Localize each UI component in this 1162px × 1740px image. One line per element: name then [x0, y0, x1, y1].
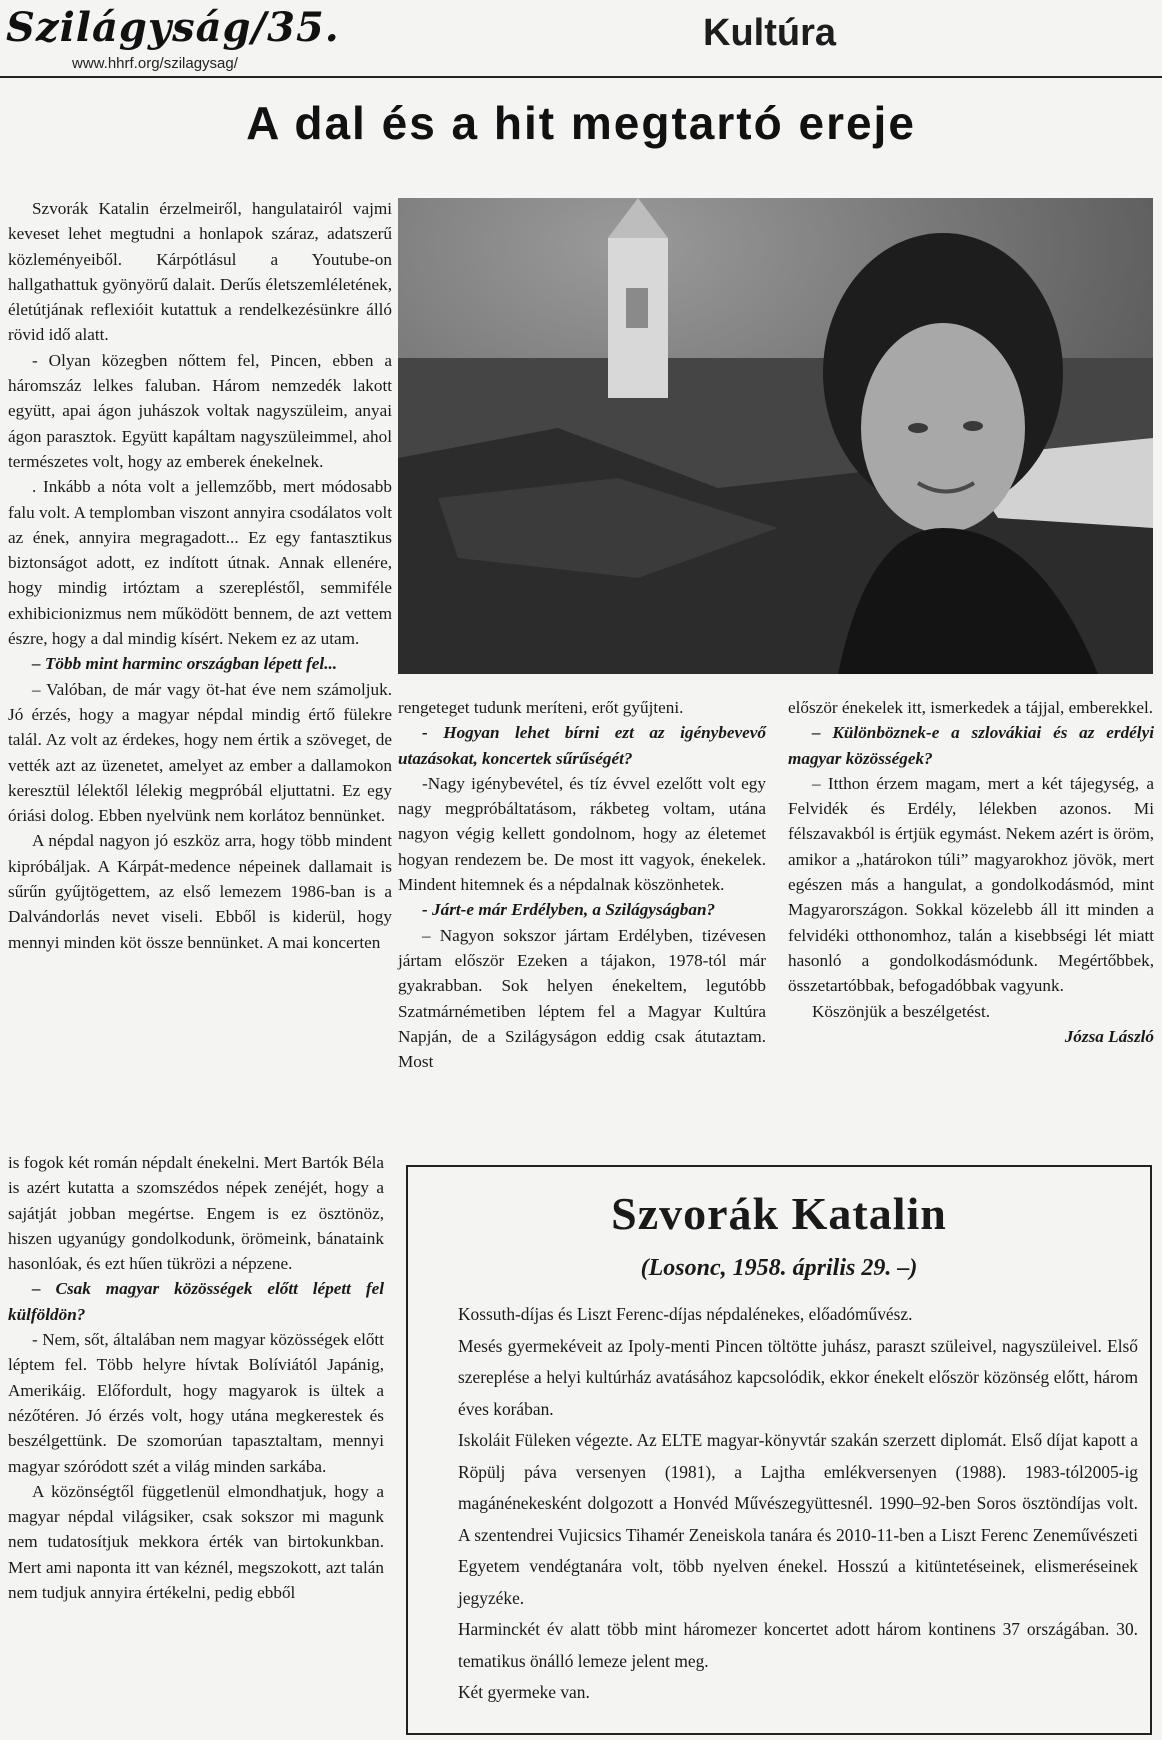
article-paragraph: - Olyan közegben nőttem fel, Pincen, ebben a háromszáz lelkes faluban. Három nemzedék lakott együtt, apai ágon juhászok voltak nagyszüleim, anyai ágon parasztok. Együtt kapáltam nagyszüleimmel, ahol természetes volt, hogy az emberek énekelnek. [8, 350, 392, 471]
biography-paragraph: Iskoláit Füleken végezte. Az ELTE magyar-könyvtár szakán szerzett diplomát. Első díjat kapott a Röpülj páva versenyen (1981), a Lajtha emlékversenyen (1988). 1983-tól2005-ig magánénekesként dolgozott a Honvéd Művészegyüttesnél. 1990–92-ben Soros ösztöndíjas volt. A szentendrei Vujicsics Tihamér Zeneiskola tanára és 2010-11-ben a Liszt Ferenc Zeneművészeti Egyetem vendégtanára volt, több nyelven énekel. Hosszú a kitüntetéseinek, elismeréseinek jegyzéke. [458, 1430, 1138, 1608]
masthead [0, 0, 1162, 80]
biography-box [406, 1165, 1152, 1735]
article-paragraph: - Nem, sőt, általában nem magyar közösségek előtt léptem fel. Több helyre hívtak Bolíviától Japánig, Amerikáig. Előfordult, hogy magyarok is ültek a nézőtéren. Jó érzés volt, hogy utána megkerestek és beszélgettünk. De szomorúan tapasztaltam, mennyi magyar szóródott szét a világ minden sarkába. [8, 1330, 384, 1476]
article-paragraph: – Itthon érzem magam, mert a két tájegység, a Felvidék és Erdély, lélekben azonos. Mi félszavakból is értjük egymást. Nekem azért is öröm, amikor a „határokon túli” magyarokhoz jövök, mert egészen más a hangulat, a gondolkodásmód, mint Magyarországon. Sokkal közelebb áll itt minden a felvidéki otthonomhoz, talán a kisebbségi lét miatt hasonló a gondolkodásmódunk. Megértőbbek, összetartóbbak, befogadóbbak vagyunk. [788, 773, 1154, 996]
biography-name: Szvorák Katalin [611, 1188, 947, 1239]
section-title: Kultúra [703, 12, 836, 54]
biography-text [458, 1299, 1138, 1709]
newspaper-title: Szilágyság/35. [6, 4, 340, 51]
article-column-right [788, 695, 1154, 1049]
article-paragraph: rengeteget tudunk meríteni, erőt gyűjteni. [398, 698, 684, 717]
biography-paragraph: Harminckét év alatt több mint háromezer koncertet adott három kontinens 37 országában. 30. tematikus önálló lemeze jelent meg. [458, 1619, 1138, 1671]
article-byline: Józsa László [1064, 1026, 1154, 1046]
article-headline: A dal és a hit megtartó ereje [246, 97, 916, 149]
photo-illustration [398, 198, 1153, 674]
article-paragraph: A közönségtől függetlenül elmondhatjuk, hogy a magyar népdal világsiker, csak sokszor mi magunk nem tudatosítjuk mekkora érték van birtokunkban. Mert ami naponta itt van kéznél, megszokott, azt talán nem tudjuk annyira értékelni, pedig ebből [8, 1481, 384, 1603]
newspaper-url[interactable]: www.hhrf.org/szilagysag/ [72, 55, 238, 72]
interview-question: - Hogyan lehet bírni ezt az igénybevevő utazásokat, koncertek sűrűségét? [398, 723, 766, 768]
article-paragraph: először énekelek itt, ismerkedek a tájjal, emberekkel. [788, 698, 1154, 717]
article-paragraph: Szvorák Katalin érzelmeiről, hangulatairól vajmi keveset lehet megtudni a honlapok száraz, adatszerű közleményeiből. Kárpótlásul a Youtube-on hallgathattuk gyönyörű dalait. Derűs életszemléletének, életútjának reflexióit kutattuk a rendelkezésünkre álló rövid idő alatt. [8, 199, 392, 345]
article-paragraph: is fogok két román népdalt énekelni. Mert Bartók Béla is azért kutatta a szomszédos népek zenéjét, hogy a sajátját jobban megértse. Engem is ez ösztönöz, hiszen ugyanúgy gondolkodunk, örömeink, bánataink hasonlóak, és ezt hűen tükrözi a népzene. [8, 1153, 384, 1274]
article-column-left-lower [8, 1150, 384, 1605]
interview-question: - Járt-e már Erdélyben, a Szilágyságban? [422, 900, 716, 920]
article-paragraph: . Inkább a nóta volt a jellemzőbb, mert módosabb falu volt. A templomban viszont annyira csodálatos volt az ének, annyira megragadott... Ez egy fantasztikus biztonságot adott, ez indított útnak. Annak ellenére, hogy mindig irtóztam a szerepléstől, semmiféle exhibicionizmus nem működött bennem, de azt vettem észre, hogy a dal mindig kísért. Nekem ez az utam. [8, 477, 392, 649]
article-column-left [8, 196, 392, 955]
article-paragraph: – Nagyon sokszor jártam Erdélyben, tizévesen jártam először Ezeken a tájakon, 1978-tól már gyakrabban. Sok helyen énekeltem, legutóbb Szatmárnémetiben léptem fel a Magyar Kultúra Napján, de a Szilágyságon eddig csak átutaztam. Most [398, 925, 766, 1072]
biography-paragraph: Két gyermeke van. [458, 1682, 590, 1702]
interview-question: – Több mint harminc országban lépett fel... [32, 654, 338, 674]
biography-paragraph: Mesés gyermekéveit az Ipoly-menti Pincen töltötte juhász, paraszt szüleivel, nagyszüleivel. Első szereplése a helyi kultúrház avatásához kapcsolódik, ekkor énekelt először közönség előtt, három éves korában. [458, 1335, 1138, 1419]
biography-dates: (Losonc, 1958. április 29. –) [640, 1255, 918, 1281]
portrait-photo [398, 198, 1153, 674]
article-paragraph: -Nagy igénybevétel, és tíz évvel ezelőtt volt egy nagy megpróbáltatásom, rákbeteg voltam, utána nagyon végig kellett gondolnom, hogy az életemet hogyan rendezem be. De most itt vagyok, énekelek. Mindent hitemnek és a népdalnak köszönhetek. [398, 773, 766, 895]
interview-question: – Csak magyar közösségek előtt lépett fel külföldön? [8, 1279, 384, 1324]
article-column-middle [398, 695, 766, 1074]
interview-question: – Különböznek-e a szlovákiai és az erdélyi magyar közösségek? [788, 723, 1154, 768]
article-paragraph: – Valóban, de már vagy öt-hat éve nem számoljuk. Jó érzés, hogy a magyar népdal mindig értő fülekre talál. Az volt az érdekes, hogy nem értik a szöveget, de vették azt az üzenetet, amelyet az ember a dallamokon keresztül lélektől lélekig megpróbál eljuttatni. Ez egy óriási dolog. Ebben nyelvünk nem korlátoz bennünket. [8, 679, 392, 826]
article-paragraph: Köszönjük a beszélgetést. [812, 1001, 991, 1021]
article-paragraph: A népdal nagyon jó eszköz arra, hogy több mindent kipróbáljak. A Kárpát-medence népeinek dallamait is sűrűn gyűjtögettem, az első lemezem 1986-ban is a Dalvándorlás nevet viseli. Ebből is kiderül, hogy mennyi minden köt össze bennünket. A mai koncerten [8, 831, 392, 952]
biography-paragraph: Kossuth-díjas és Liszt Ferenc-díjas népdalénekes, előadóművész. [458, 1304, 913, 1324]
masthead-rule [0, 76, 1162, 78]
